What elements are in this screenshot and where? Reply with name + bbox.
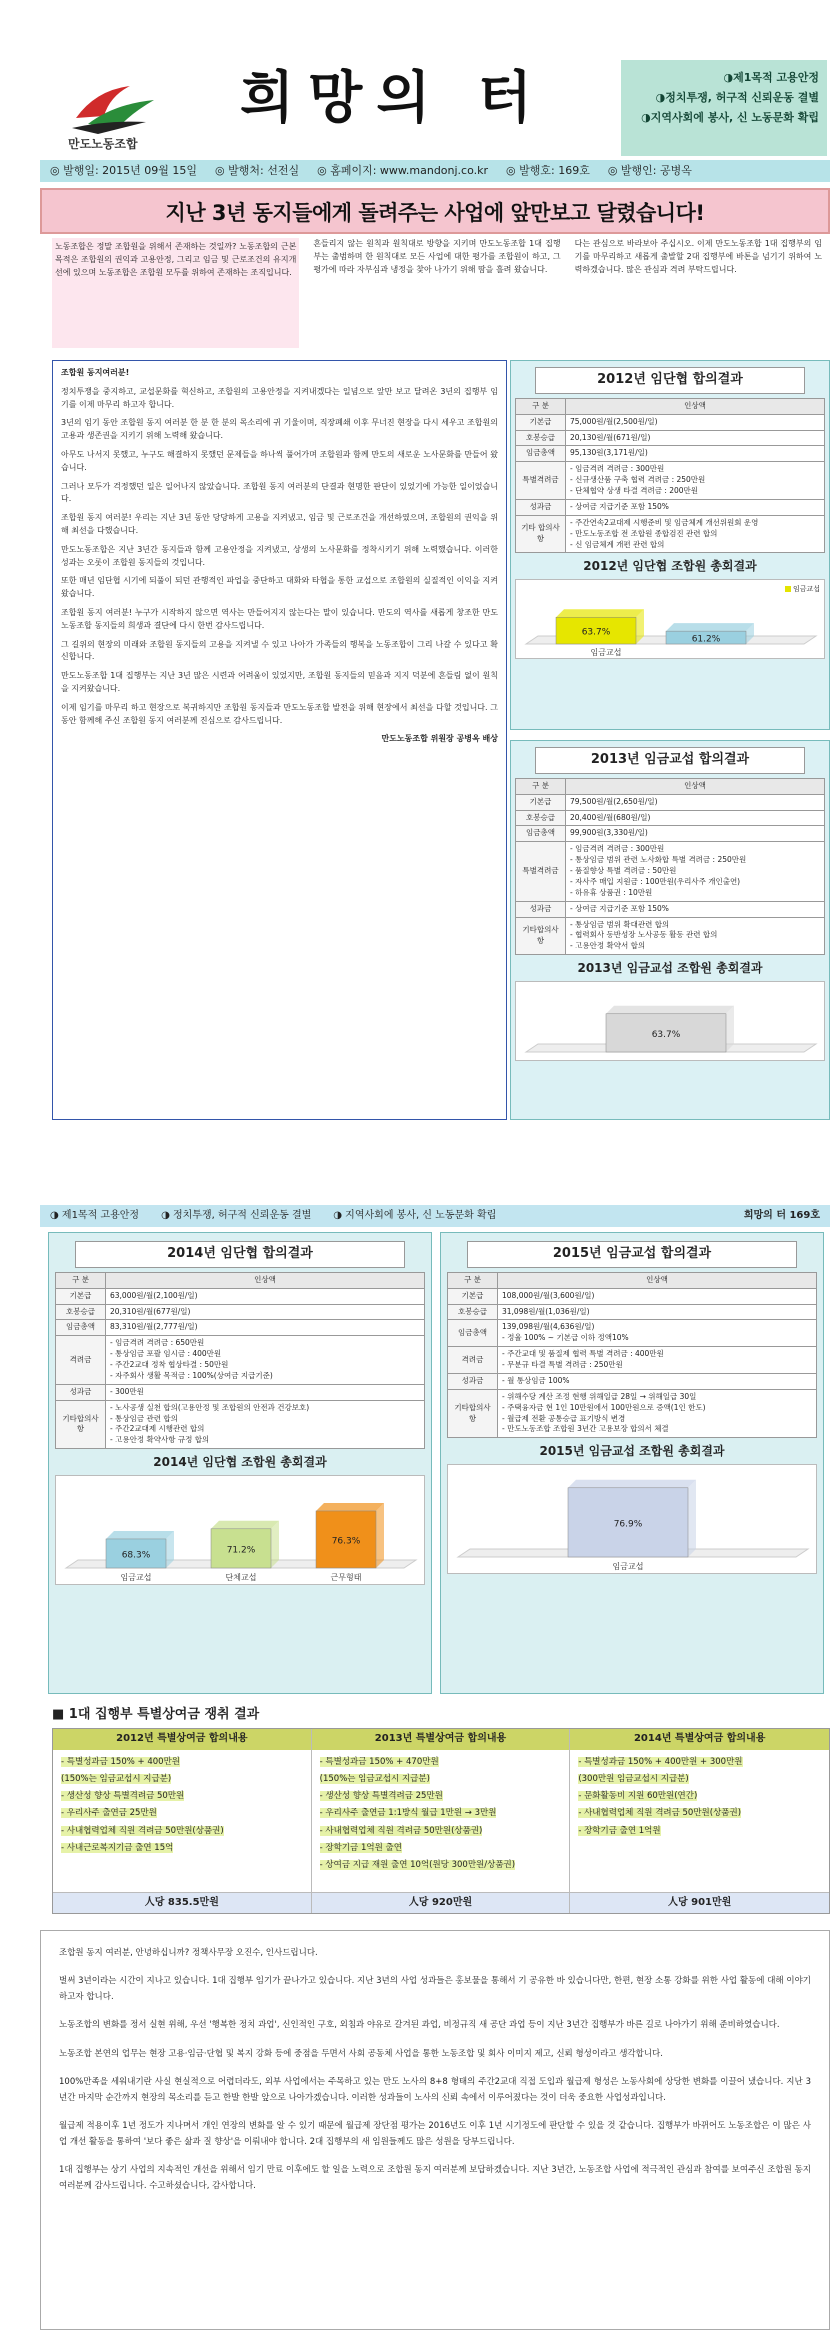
- list-item-text: - 사내근로복지기금 출연 15억: [61, 1843, 174, 1854]
- row-value: 95,130원(3,171원/일): [566, 446, 825, 462]
- row-value: - 임금격려 격려금 : 650만원 - 통상임금 포괄 임시금 : 400만원 - 주간2교대 정착 협상타결 : 50만원 - 자주회사 생활 목적금 : 100%(상여금 지급기준): [106, 1336, 425, 1385]
- bar-side: [726, 1005, 734, 1051]
- table-row: [516, 826, 825, 842]
- agreement-2013-table: [515, 778, 825, 955]
- table-header-cell: 인상액: [498, 1272, 817, 1288]
- chart-2012-legend: [785, 584, 820, 594]
- row-label: 성과금: [448, 1373, 498, 1389]
- row-value: - 월 통상임금 100%: [498, 1373, 817, 1389]
- list-item-text: - 특별성과금 150% + 470만원: [319, 1756, 439, 1767]
- agreement-2012-box: [510, 360, 830, 730]
- special-bonus-column: [312, 1729, 571, 1913]
- row-value: - 임금격려 격려금 : 300만원 - 통상임금 범위 관련 노사화합 특별 격려금 : 250만원 - 품질향상 특별 격려금 : 50만원 - 자사주 매입 지원금 : 100만원(우리사주 개인출연) - 하유휴 상품권 : 10만원: [566, 842, 825, 901]
- row-label: 기타합의사항: [448, 1389, 498, 1438]
- president-letter: [52, 360, 507, 1120]
- row-label: 성과금: [56, 1384, 106, 1400]
- letter-paragraph: 조합원 동지여러분!: [61, 368, 130, 377]
- list-item-text: - 생산성 향상 특별격려금 25만원: [319, 1791, 443, 1802]
- list-item-text: - 사내협력업체 직원 격려금 50만원(상품권): [578, 1808, 742, 1819]
- agreement-2013-box: [510, 740, 830, 1120]
- category-label: 단체교섭: [225, 1572, 257, 1582]
- chart-2013-area: [515, 981, 825, 1061]
- closing-paragraph: 노동조합 본연의 업무는 현장 고용·임금·단협 및 복지 강화 등에 중점을 두면서 사회 공동체 사업을 통한 노동조합 및 회사 이미지 제고, 신뢰 형성이라고 생각합니다.: [59, 2048, 663, 2059]
- table-row: [448, 1320, 817, 1347]
- list-item: [320, 1825, 562, 1837]
- bar-side: [271, 1520, 279, 1567]
- agreement-2014-box: [48, 1232, 432, 1694]
- band-issue: 희망의 터 169호: [743, 1209, 820, 1221]
- letter-paragraph: 그러나 모두가 걱정했던 일은 일어나지 않았습니다. 조합원 동지 여러분의 단결과 현명한 판단이 있었기에 가능한 일이었습니다.: [61, 481, 498, 504]
- row-value: 31,098원/월(1,036원/일): [498, 1304, 817, 1320]
- chart-2013: [516, 982, 826, 1060]
- list-item: [320, 1790, 562, 1802]
- table-row: [516, 414, 825, 430]
- table-header-cell: 구 분: [516, 398, 566, 414]
- special-bonus-total: 人당 835.5만원: [53, 1892, 311, 1914]
- special-bonus-table: [52, 1728, 830, 1914]
- bar-top: [606, 1005, 734, 1013]
- special-bonus-header: 2012년 특별상여금 합의내용: [53, 1729, 311, 1750]
- slogan-1: ◑제1목적 고용안정: [723, 71, 819, 84]
- chart-2012-title: 2012년 임단협 조합원 총회결과: [583, 559, 757, 574]
- list-item: [320, 1756, 562, 1768]
- table-row: [516, 901, 825, 917]
- row-value: 20,130원/월(671원/일): [566, 430, 825, 446]
- slogan-3: ◑지역사회에 봉사, 신 노동문화 확립: [641, 110, 819, 124]
- table-row: [516, 842, 825, 901]
- table-header-cell: 구 분: [448, 1272, 498, 1288]
- publisher: ◎ 발행처: 선전실: [215, 164, 300, 177]
- list-item: [61, 1825, 303, 1837]
- letter-paragraph: 만도노동조합 1대 집행부는 지난 3년 많은 시련과 어려움이 있었지만, 조합원 동지들의 믿음과 지지 덕분에 흔들림 없이 원칙을 지켜왔습니다.: [61, 671, 498, 693]
- closing-letter: [40, 1930, 830, 2330]
- bar-top: [211, 1520, 279, 1528]
- headline-box: [40, 188, 830, 234]
- agreement-2014-table: [55, 1272, 425, 1449]
- table-row: [448, 1389, 817, 1438]
- special-bonus-header: 2013년 특별상여금 합의내용: [312, 1729, 570, 1750]
- agreement-2013-title: 2013년 임금교섭 합의결과: [535, 747, 805, 774]
- row-value: 20,310원/월(677원/일): [106, 1304, 425, 1320]
- chart-2014-title: 2014년 임단협 조합원 총회결과: [153, 1455, 327, 1470]
- list-item-text: - 우리사주 출연금 25만원: [61, 1808, 157, 1819]
- row-label: 성과금: [516, 901, 566, 917]
- special-bonus-list: [312, 1750, 570, 1892]
- band-slogan-2: ◑ 정치투쟁, 허구적 신뢰운동 결별: [161, 1209, 312, 1221]
- band-slogan-3: ◑ 지역사회에 봉사, 신 노동문화 확립: [333, 1209, 497, 1221]
- data-label: 63.7%: [581, 627, 611, 638]
- list-item-text: - 우리사주 출연금 1:1방식 월급 1만원 → 3만원: [319, 1808, 497, 1819]
- category-label: 임금교섭: [612, 1561, 644, 1571]
- special-bonus-header: 2014년 특별상여금 합의내용: [570, 1729, 829, 1750]
- intro-col-1: 노동조합은 정말 조합원을 위해서 존재하는 것일까? 노동조합의 근본 목적은 조합원의 권익과 고용안정, 그리고 임금 및 근로조건의 유지개선에 있으며 노동조합은 조합원 모두를 위하여 존재하는 조직입니다.: [52, 238, 299, 348]
- closing-paragraph: 1대 집행부는 상기 사업의 지속적인 개선을 위해서 임기 만료 이후에도 할 일을 노력으로 조합원 동지 여러분께 보답하겠습니다. 지난 3년간, 노동조합 사업에 적극적인 관심과 참여를 보여주신 조합원 동지 여러분께 감사드립니다. 수고하셨습니다, 감사합니다.: [59, 2165, 811, 2192]
- publish-date: ◎ 발행일: 2015년 09월 15일: [50, 164, 198, 177]
- row-label: 기본급: [516, 414, 566, 430]
- list-item-text: - 문화활동비 지원 60만원(연간): [578, 1791, 698, 1802]
- table-row: [56, 1336, 425, 1385]
- list-item: [578, 1756, 821, 1768]
- list-item: [578, 1825, 821, 1837]
- row-value: - 위해수당 계산 조정 현행 위해일급 28일 → 위해일급 30일 - 주택융자금 현 1인 10만원에서 100만원으로 증액(1인 한도) - 월급제 전환 공통승급 표기방식 변경 - 만도노동조합 조합원 3년간 고용보장 합의서 체결: [498, 1389, 817, 1438]
- newsletter-title: 희망의 터: [240, 65, 546, 131]
- list-item-text: (150%는 임금교섭시 지급분): [61, 1773, 172, 1784]
- table-row: [516, 794, 825, 810]
- data-label: 61.2%: [691, 634, 721, 645]
- row-value: 108,000원/월(3,600원/일): [498, 1288, 817, 1304]
- letter-paragraph: 이제 임기를 마무리 하고 현장으로 복귀하지만 조합원 동지들과 만도노동조합 발전을 위해 현장에서 최선을 다할 것입니다. 그동안 함께해 주신 조합원 동지 여러분께 진심으로 감사드립니다.: [61, 702, 498, 725]
- row-label: 특별격려금: [516, 842, 566, 901]
- agreement-2012-table: [515, 398, 825, 554]
- row-label: 임금총액: [516, 826, 566, 842]
- table-row: [516, 462, 825, 500]
- bar-top: [666, 623, 754, 631]
- row-label: 기타 합의사항: [516, 515, 566, 553]
- slogan-2: ◑정치투쟁, 허구적 신뢰운동 결별: [655, 90, 819, 104]
- info-bar: [40, 160, 830, 182]
- list-item-text: - 생산성 향상 특별격려금 50만원: [61, 1791, 185, 1802]
- list-item-text: (150%는 임금교섭시 지급분): [319, 1773, 430, 1784]
- agreement-2015-title: 2015년 임금교섭 합의결과: [467, 1241, 797, 1268]
- list-item: [61, 1790, 303, 1802]
- table-header-row: [516, 778, 825, 794]
- category-label: 임금교섭: [120, 1572, 152, 1582]
- list-item: [320, 1842, 562, 1854]
- list-item: [320, 1859, 562, 1871]
- letter-paragraph: 3년의 임기 동안 조합원 동지 여러분 한 분 한 분의 목소리에 귀 기울이며, 직장폐쇄 이후 무너진 현장을 다시 세우고 조합원의 고용과 생존권을 지키기 위해 노력해 왔습니다.: [61, 418, 498, 441]
- list-item: [578, 1773, 821, 1785]
- special-bonus-column: [570, 1729, 829, 1913]
- special-bonus-title: ■ 1대 집행부 특별상여금 쟁취 결과: [52, 1707, 260, 1722]
- chart-2014: [56, 1476, 426, 1584]
- table-row: [56, 1384, 425, 1400]
- table-header-row: [56, 1272, 425, 1288]
- row-value: 20,400원/월(680원/일): [566, 810, 825, 826]
- chart-2015: [448, 1465, 818, 1573]
- row-value: 139,098원/월(4,636원/일) - 정율 100% ~ 기본급 이하 정액10%: [498, 1320, 817, 1347]
- category-label: 임금교섭: [590, 647, 622, 657]
- row-label: 기타합의사항: [516, 917, 566, 955]
- table-header-cell: 인상액: [566, 778, 825, 794]
- row-label: 호봉승급: [516, 430, 566, 446]
- list-item: [61, 1773, 303, 1785]
- row-label: 임금총액: [516, 446, 566, 462]
- letter-signature: 만도노동조합 위원장 공병옥 배상: [381, 734, 498, 744]
- bar-top: [556, 609, 644, 617]
- row-label: 기본급: [56, 1288, 106, 1304]
- intro-text: [52, 238, 822, 348]
- list-item: [320, 1773, 562, 1785]
- special-bonus-total: 人당 901만원: [570, 1892, 829, 1914]
- data-label: 76.9%: [613, 1519, 643, 1530]
- table-row: [516, 810, 825, 826]
- data-label: 63.7%: [651, 1029, 681, 1040]
- chart-2015-area: [447, 1464, 817, 1574]
- chart-2014-area: [55, 1475, 425, 1585]
- list-item-text: - 특별성과금 150% + 400만원: [61, 1756, 180, 1767]
- table-row: [516, 917, 825, 955]
- list-item-text: - 장학기금 1억원 출연: [319, 1843, 402, 1854]
- letter-paragraph: 조합원 동지 여러분! 누구가 시작하지 않으면 역사는 만들어지지 않는다는 말이 있습니다. 만도의 역사를 새롭게 창조한 만도노동조합 동지들의 희생과 결단에 다시 한번 감사드립니다.: [61, 607, 498, 630]
- slogan-box: [621, 60, 827, 156]
- row-value: - 상여금 지급기준 포함 150%: [566, 499, 825, 515]
- chart-2012-area: [515, 579, 825, 659]
- row-value: - 주간연속2교대제 시행준비 및 임금체계 개선위원회 운영 - 만도노동조합 전 조합원 종합검진 관련 합의 - 신 임금체계 개편 관련 합의: [566, 515, 825, 553]
- chart-2013-title: 2013년 임금교섭 조합원 총회결과: [577, 961, 763, 976]
- category-label: 근무형태: [330, 1572, 362, 1582]
- row-label: 특별격려금: [516, 462, 566, 500]
- table-row: [448, 1288, 817, 1304]
- homepage-link[interactable]: ◎ 홈페이지: www.mandonj.co.kr: [317, 164, 489, 177]
- row-value: - 300만원: [106, 1384, 425, 1400]
- bar-top: [106, 1531, 174, 1539]
- closing-paragraph: 월급제 적용이후 1년 정도가 지나며서 개인 연장의 변화를 알 수 있기 때문에 월급제 장단점 평가는 2016년도 이후 1년 시기정도에 판단할 수 있을 것 같습니다. 집행부가 바뀌어도 노동조합은 이 많은 사업 개선 활동을 통하여 '보다 좋은 삶과 질 향상'을 이뤄내야 합니다. 2대 집행부의 새 임원들께도 많은 성원을 당부드립니다.: [59, 2120, 811, 2148]
- row-label: 임금총액: [448, 1320, 498, 1347]
- row-value: - 주간교대 및 품질제 협력 특별 격려금 : 400만원 - 무분규 타결 특별 격려금 : 250만원: [498, 1347, 817, 1374]
- table-header-cell: 구 분: [56, 1272, 106, 1288]
- row-value: 79,500원/월(2,650원/일): [566, 794, 825, 810]
- list-item-text: - 장학기금 출연 1억원: [578, 1825, 661, 1836]
- issue-number: ◎ 발행호: 169호: [506, 164, 590, 177]
- letter-paragraph: 만도노동조합은 지난 3년간 동지들과 함께 고용안정을 지켜냈고, 상생의 노사문화를 정착시키기 위해 노력했습니다. 이러한 성과는 오롯이 조합원 동지들의 것입니다.: [61, 544, 498, 567]
- table-header-row: [448, 1272, 817, 1288]
- bar-top: [316, 1503, 384, 1511]
- table-header-row: [516, 398, 825, 414]
- list-item: [61, 1807, 303, 1819]
- row-label: 기타합의사항: [56, 1400, 106, 1449]
- agreement-2012-title: 2012년 임단협 합의결과: [535, 367, 805, 394]
- row-label: 기본급: [516, 794, 566, 810]
- special-bonus-total: 人당 920만원: [312, 1892, 570, 1914]
- list-item: [578, 1807, 821, 1819]
- table-row: [516, 430, 825, 446]
- list-item: [61, 1842, 303, 1854]
- row-value: - 노사공생 실천 합의(고용안정 및 조합원의 안전과 건강보호) - 통상임금 관련 합의 - 주간2교대제 시행관련 합의 - 고용안정 확약사항 규정 합의: [106, 1400, 425, 1449]
- agreement-2015-table: [447, 1272, 817, 1439]
- row-value: - 통상임금 범위 확대관련 합의 - 협력회사 동반성장 노사공동 활동 관련 합의 - 고용안정 확약서 합의: [566, 917, 825, 955]
- chart-2012: [516, 580, 826, 658]
- list-item-text: - 사내협력업체 직원 격려금 50만원(상품권): [319, 1825, 483, 1836]
- row-label: 호봉승급: [56, 1304, 106, 1320]
- headline: 지난 3년 동지들에게 돌려주는 사업에 앞만보고 달렸습니다!: [165, 201, 705, 225]
- special-bonus-list: [570, 1750, 829, 1892]
- letter-paragraph: 아무도 나서지 못했고, 누구도 해결하지 못했던 문제들을 하나씩 풀어가며 조합원과 함께 만도의 새로운 노사문화를 만들어 왔습니다.: [61, 449, 498, 472]
- closing-paragraph: 100%만족을 세워내기란 사실 현실적으로 어렵더라도, 외부 사업에서는 주목하고 있는 만도 노사의 8+8 형태의 주간2교대 직접 도입과 월급제 형성은 노동사회에 상당한 변화를 이끌어 냈습니다. 지난 3년간 마지막 순간까지 현장의 목소리를 듣고 한발 한발 앞으로 나아가겠습니다. 이러한 성과들이 노사의 신뢰 속에서 이루어졌다는 것이 더욱 중요한 사업성과입니다.: [59, 2076, 811, 2103]
- special-bonus-column: [53, 1729, 312, 1913]
- row-label: 기본급: [448, 1288, 498, 1304]
- row-label: 임금총액: [56, 1320, 106, 1336]
- letter-paragraph: 또한 매년 임단협 시기에 되풀이 되던 관행적인 파업을 중단하고 대화와 타협을 통한 교섭으로 조합원의 실질적인 이익을 지켜왔습니다.: [61, 576, 498, 599]
- table-row: [448, 1304, 817, 1320]
- row-value: - 상여금 지급기준 포함 150%: [566, 901, 825, 917]
- table-row: [56, 1304, 425, 1320]
- intro-col-2: 흔들리지 않는 원칙과 원칙대로 방향을 지키며 만도노동조합 1대 집행부는 출범하며 한 원칙대로 모든 사업에 대한 평가를 조합원이 하고, 그 평가에 따라 자부심과 냉정을 찾아 나가기 위해 땀을 흘려 왔습니다.: [313, 239, 561, 274]
- row-value: 99,900원(3,330원/일): [566, 826, 825, 842]
- data-label: 76.3%: [331, 1536, 361, 1547]
- closing-paragraph: 벌써 3년이라는 시간이 지나고 있습니다. 1대 집행부 임기가 끝나가고 있습니다. 지난 3년의 사업 성과들은 홍보물을 통해서 기 공유한 바 있습니다만, 한편, 현장 소통 강화를 위한 사업 활동에 대해 이야기하고자 합니다.: [59, 1976, 811, 2003]
- list-item: [578, 1790, 821, 1802]
- row-value: - 임금격려 격려금 : 300만원 - 신규생산품 구축 협력 격려금 : 250만원 - 단체협약 상생 타결 격려금 : 200만원: [566, 462, 825, 500]
- bar-side: [688, 1480, 696, 1557]
- table-row: [448, 1347, 817, 1374]
- band-slogan-1: ◑ 제1목적 고용안정: [50, 1209, 140, 1221]
- bar-top: [568, 1480, 696, 1488]
- row-label: 성과금: [516, 499, 566, 515]
- closing-paragraph: 조합원 동지 여러분, 안녕하십니까? 정책사무장 오진수, 인사드립니다.: [59, 1948, 318, 1958]
- special-bonus-list: [53, 1750, 311, 1892]
- table-header-cell: 인상액: [106, 1272, 425, 1288]
- legend-label: 임금교섭: [792, 584, 820, 593]
- list-item: [320, 1807, 562, 1819]
- row-label: 격려금: [56, 1336, 106, 1385]
- bar-side: [376, 1503, 384, 1568]
- table-row: [448, 1373, 817, 1389]
- list-item-text: - 상여금 지급 재원 출연 10억(원당 300만원/상품권): [319, 1860, 516, 1871]
- letter-paragraph: 정치투쟁을 중지하고, 교섭문화를 혁신하고, 조합원의 고용안정을 지켜내겠다는 일념으로 앞만 보고 달려온 3년의 집행부 임기를 이제 마무리 하고자 합니다.: [61, 386, 498, 409]
- list-item: [61, 1756, 303, 1768]
- row-label: 격려금: [448, 1347, 498, 1374]
- table-header-cell: 인상액: [566, 398, 825, 414]
- data-label: 71.2%: [226, 1545, 256, 1556]
- data-label: 68.3%: [121, 1550, 151, 1561]
- agreement-2015-box: [440, 1232, 824, 1694]
- row-label: 호봉승급: [448, 1304, 498, 1320]
- list-item-text: (300만원 임금교섭시 지급분): [578, 1773, 689, 1784]
- chart-2015-title: 2015년 임금교섭 조합원 총회결과: [539, 1444, 725, 1459]
- table-row: [516, 499, 825, 515]
- row-value: 75,000원/월(2,500원/일): [566, 414, 825, 430]
- section-band: [40, 1205, 830, 1227]
- row-label: 호봉승급: [516, 810, 566, 826]
- table-row: [56, 1400, 425, 1449]
- editor: ◎ 발행인: 공병옥: [607, 164, 692, 177]
- intro-col-3: 다는 관심으로 바라보아 주십시오. 이제 만도노동조합 1대 집행부의 임기를 마무리하고 새롭게 출발할 2대 집행부에 바톤을 넘기기 위하여 노력하겠습니다. 많은 관심과 격려 부탁드립니다.: [574, 239, 822, 274]
- table-row: [56, 1320, 425, 1336]
- table-header-cell: 구 분: [516, 778, 566, 794]
- table-row: [516, 515, 825, 553]
- list-item-text: - 사내협력업체 직원 격려금 50만원(상품권): [61, 1825, 224, 1836]
- table-row: [516, 446, 825, 462]
- letter-paragraph: 조합원 동지 여러분! 우리는 지난 3년 동안 당당하게 고용을 지켜냈고, 임금 및 근로조건을 개선하였으며, 조합원의 권익을 위해 최선을 다했습니다.: [61, 513, 498, 535]
- letter-paragraph: 그 길위의 현장의 미래와 조합원 동지들의 고용을 지켜낼 수 있고 나아가 가족들의 행복을 노동조합이 그리 나갈 수 있다고 확신합니다.: [61, 639, 498, 662]
- table-row: [56, 1288, 425, 1304]
- agreement-2014-title: 2014년 임단협 합의결과: [75, 1241, 405, 1268]
- closing-paragraph: 노동조합의 변화를 정서 실현 위해, 우선 '행복한 정치 과업', 신인적인 구호, 외침과 야유로 갈겨된 과업, 비정규직 새 공단 과업 등이 지난 3년간 집행부가 바른 길로 나아가기 위해 준비하였습니다.: [59, 2020, 780, 2031]
- masthead: [0, 0, 835, 160]
- row-value: 83,310원/월(2,777원/일): [106, 1320, 425, 1336]
- list-item-text: - 특별성과금 150% + 400만원 + 300만원: [578, 1756, 743, 1767]
- org-name: 만도노동조합: [68, 137, 138, 151]
- row-value: 63,000원/월(2,100원/일): [106, 1288, 425, 1304]
- legend-swatch: [785, 586, 791, 592]
